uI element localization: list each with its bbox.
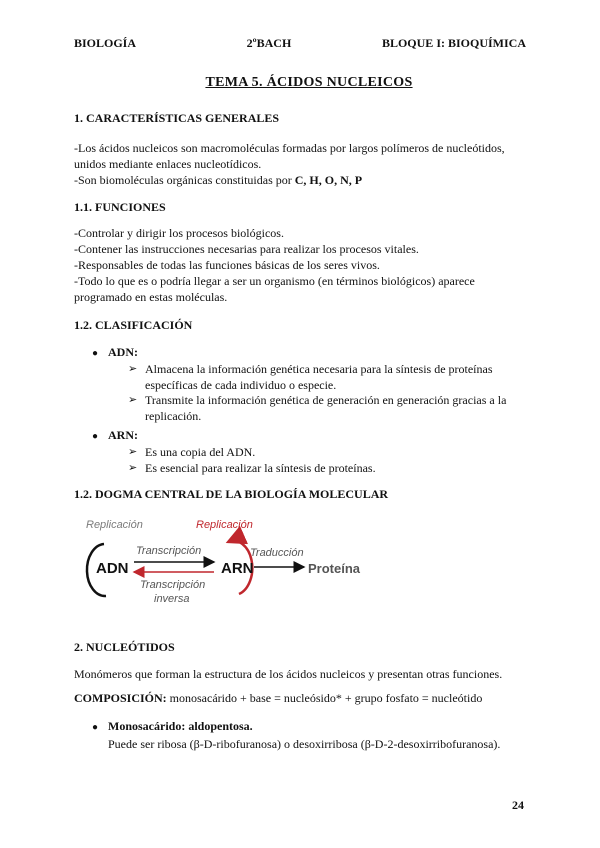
text-line: -Los ácidos nucleicos son macromoléculas formadas por largos polímeros de nucleótidos,: [74, 141, 505, 155]
adn-label: ADN:: [108, 345, 138, 359]
page-title: [0, 75, 600, 91]
arn-label: ARN:: [108, 428, 138, 442]
monosacarido-label: Monosacárido: aldopentosa.: [108, 719, 253, 733]
text-line: [74, 172, 534, 188]
label-transcripcion: Transcripción: [136, 545, 202, 557]
bullet-icon: ●: [92, 348, 99, 359]
list-item: [128, 361, 518, 393]
bullet-icon: ●: [92, 431, 99, 442]
section-heading-dogma: 1.2. DOGMA CENTRAL DE LA BIOLOGÍA MOLECULAR: [74, 487, 389, 501]
header-subject: BIOLOGÍA: [74, 36, 137, 50]
central-dogma-diagram: [76, 512, 396, 612]
text-line: unidos mediante enlaces nucleotídicos.: [74, 157, 262, 171]
bullet-icon: ●: [92, 722, 99, 733]
text-line: programado en estas moléculas.: [74, 290, 228, 304]
list-item-monosacarido: [92, 718, 500, 752]
arrowhead-icon: ➢: [128, 363, 138, 375]
text-line: -Todo lo que es o podría llegar a ser un organismo (en términos biológicos) aparece: [74, 274, 475, 288]
nucleotidos-intro: Monómeros que forman la estructura de los ácidos nucleicos y presentan otras funciones.: [74, 667, 503, 681]
list-item-text: Es esencial para realizar la síntesis de proteínas.: [145, 461, 376, 475]
list-item: [128, 392, 518, 424]
arrowhead-icon: ➢: [128, 462, 138, 474]
label-proteina: Proteína: [308, 561, 361, 576]
text-line: -Controlar y dirigir los procesos biológicos.: [74, 226, 284, 240]
composition-text: monosacárido + base = nucleósido* + grupo fosfato = nucleótido: [166, 691, 483, 705]
page-number: 24: [512, 798, 524, 812]
label-adn: ADN: [96, 560, 129, 577]
label-replicacion-right: Replicación: [196, 519, 253, 531]
header-block: BLOQUE I: BIOQUÍMICA: [381, 36, 526, 50]
page-header: [74, 36, 526, 51]
list-item-text: Transmite la información genética de generación en generación gracias a la replicación.: [145, 393, 507, 423]
list-item: [128, 460, 518, 476]
label-arn: ARN: [221, 560, 254, 577]
section-heading-nucleotidos: 2. NUCLEÓTIDOS: [74, 640, 175, 654]
composition-label: COMPOSICIÓN:: [74, 691, 167, 705]
arrowhead-icon: ➢: [128, 446, 138, 458]
list-item-arn: [92, 428, 138, 443]
section-heading-functions: 1.1. FUNCIONES: [74, 200, 166, 214]
monosacarido-text: Puede ser ribosa (β-D-ribofuranosa) o desoxirribosa (β-D-2-desoxirribofuranosa).: [108, 737, 501, 751]
header-course: 2ºBACH: [246, 36, 292, 50]
label-transcripcion-inversa-1: Transcripción: [140, 579, 206, 591]
list-item-text: Almacena la información genética necesaria para la síntesis de proteínas específicas de cada individuo o especie.: [145, 362, 493, 392]
arrowhead-icon: ➢: [128, 394, 138, 406]
section-functions-body: [74, 225, 534, 305]
elements-prefix: -Son biomoléculas orgánicas constituidas por: [74, 173, 295, 187]
section-heading-characteristics: 1. CARACTERÍSTICAS GENERALES: [74, 111, 280, 125]
section-characteristics-body: [74, 140, 534, 188]
composition-line: [74, 690, 544, 706]
list-item-text: Es una copia del ADN.: [145, 445, 256, 459]
label-transcripcion-inversa-2: inversa: [154, 593, 190, 605]
text-line: -Responsables de todas las funciones básicas de los seres vivos.: [74, 258, 380, 272]
section-heading-classification: 1.2. CLASIFICACIÓN: [74, 318, 193, 332]
text-line: -Contener las instrucciones necesarias para realizar los procesos vitales.: [74, 242, 419, 256]
list-item: [128, 444, 518, 460]
label-replicacion-left: Replicación: [86, 519, 143, 531]
label-traduccion: Traducción: [250, 547, 304, 559]
elements-list: C, H, O, N, P: [294, 173, 363, 187]
list-item-adn: [92, 345, 138, 360]
page-title-text: TEMA 5. ÁCIDOS NUCLEICOS: [205, 75, 413, 90]
